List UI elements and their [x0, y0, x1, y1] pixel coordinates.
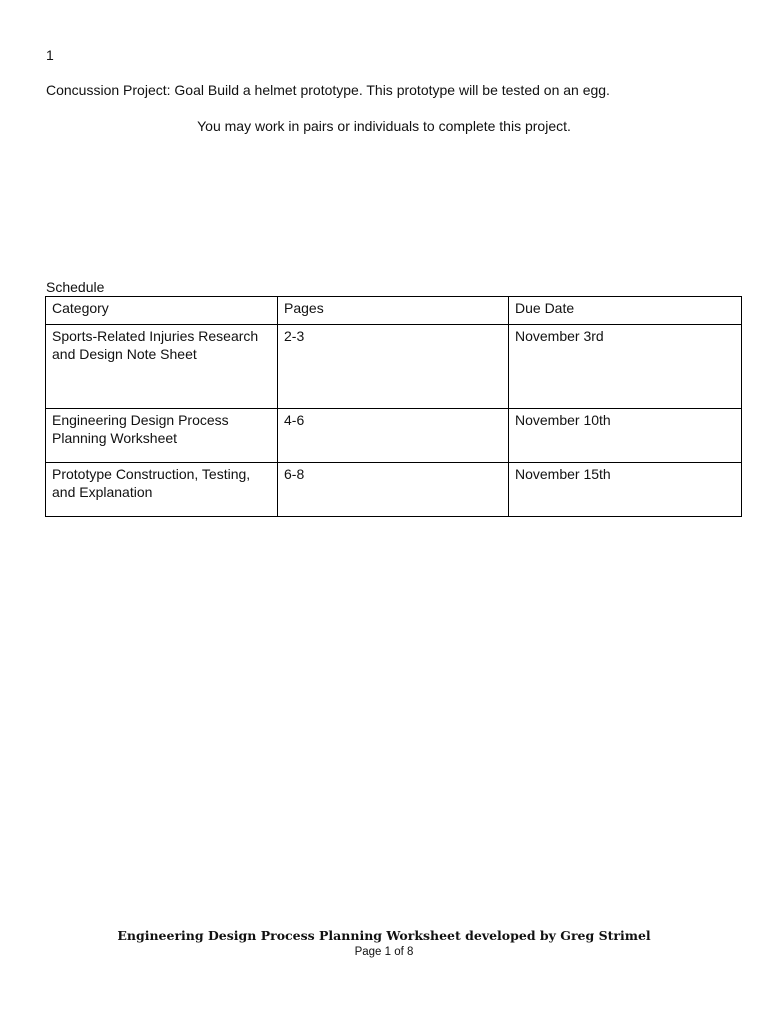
schedule-table [45, 296, 742, 517]
cell-pages: 2-3 [278, 325, 509, 409]
cell-category: Engineering Design Process Planning Worksheet [46, 409, 278, 463]
cell-due-date: November 3rd [509, 325, 742, 409]
cell-due-date: November 15th [509, 463, 742, 517]
cell-category: Prototype Construction, Testing, and Explanation [46, 463, 278, 517]
schedule-label: Schedule [46, 279, 105, 295]
table-row [46, 463, 742, 517]
table-row [46, 409, 742, 463]
table-header-row [46, 297, 742, 325]
footer-credit: Engineering Design Process Planning Worksheet developed by Greg Strimel [117, 928, 651, 943]
header-category: Category [46, 297, 278, 325]
pairs-instruction-text: You may work in pairs or individuals to complete this project. [197, 118, 571, 134]
cell-pages: 6-8 [278, 463, 509, 517]
cell-pages: 4-6 [278, 409, 509, 463]
footer-page-count: Page 1 of 8 [354, 946, 414, 958]
table-row [46, 325, 742, 409]
page-number: 1 [46, 47, 54, 63]
project-goal-text: Concussion Project: Goal Build a helmet prototype. This prototype will be tested on an egg. [46, 82, 610, 98]
header-pages: Pages [278, 297, 509, 325]
cell-category: Sports-Related Injuries Research and Design Note Sheet [46, 325, 278, 409]
cell-due-date: November 10th [509, 409, 742, 463]
header-due-date: Due Date [509, 297, 742, 325]
